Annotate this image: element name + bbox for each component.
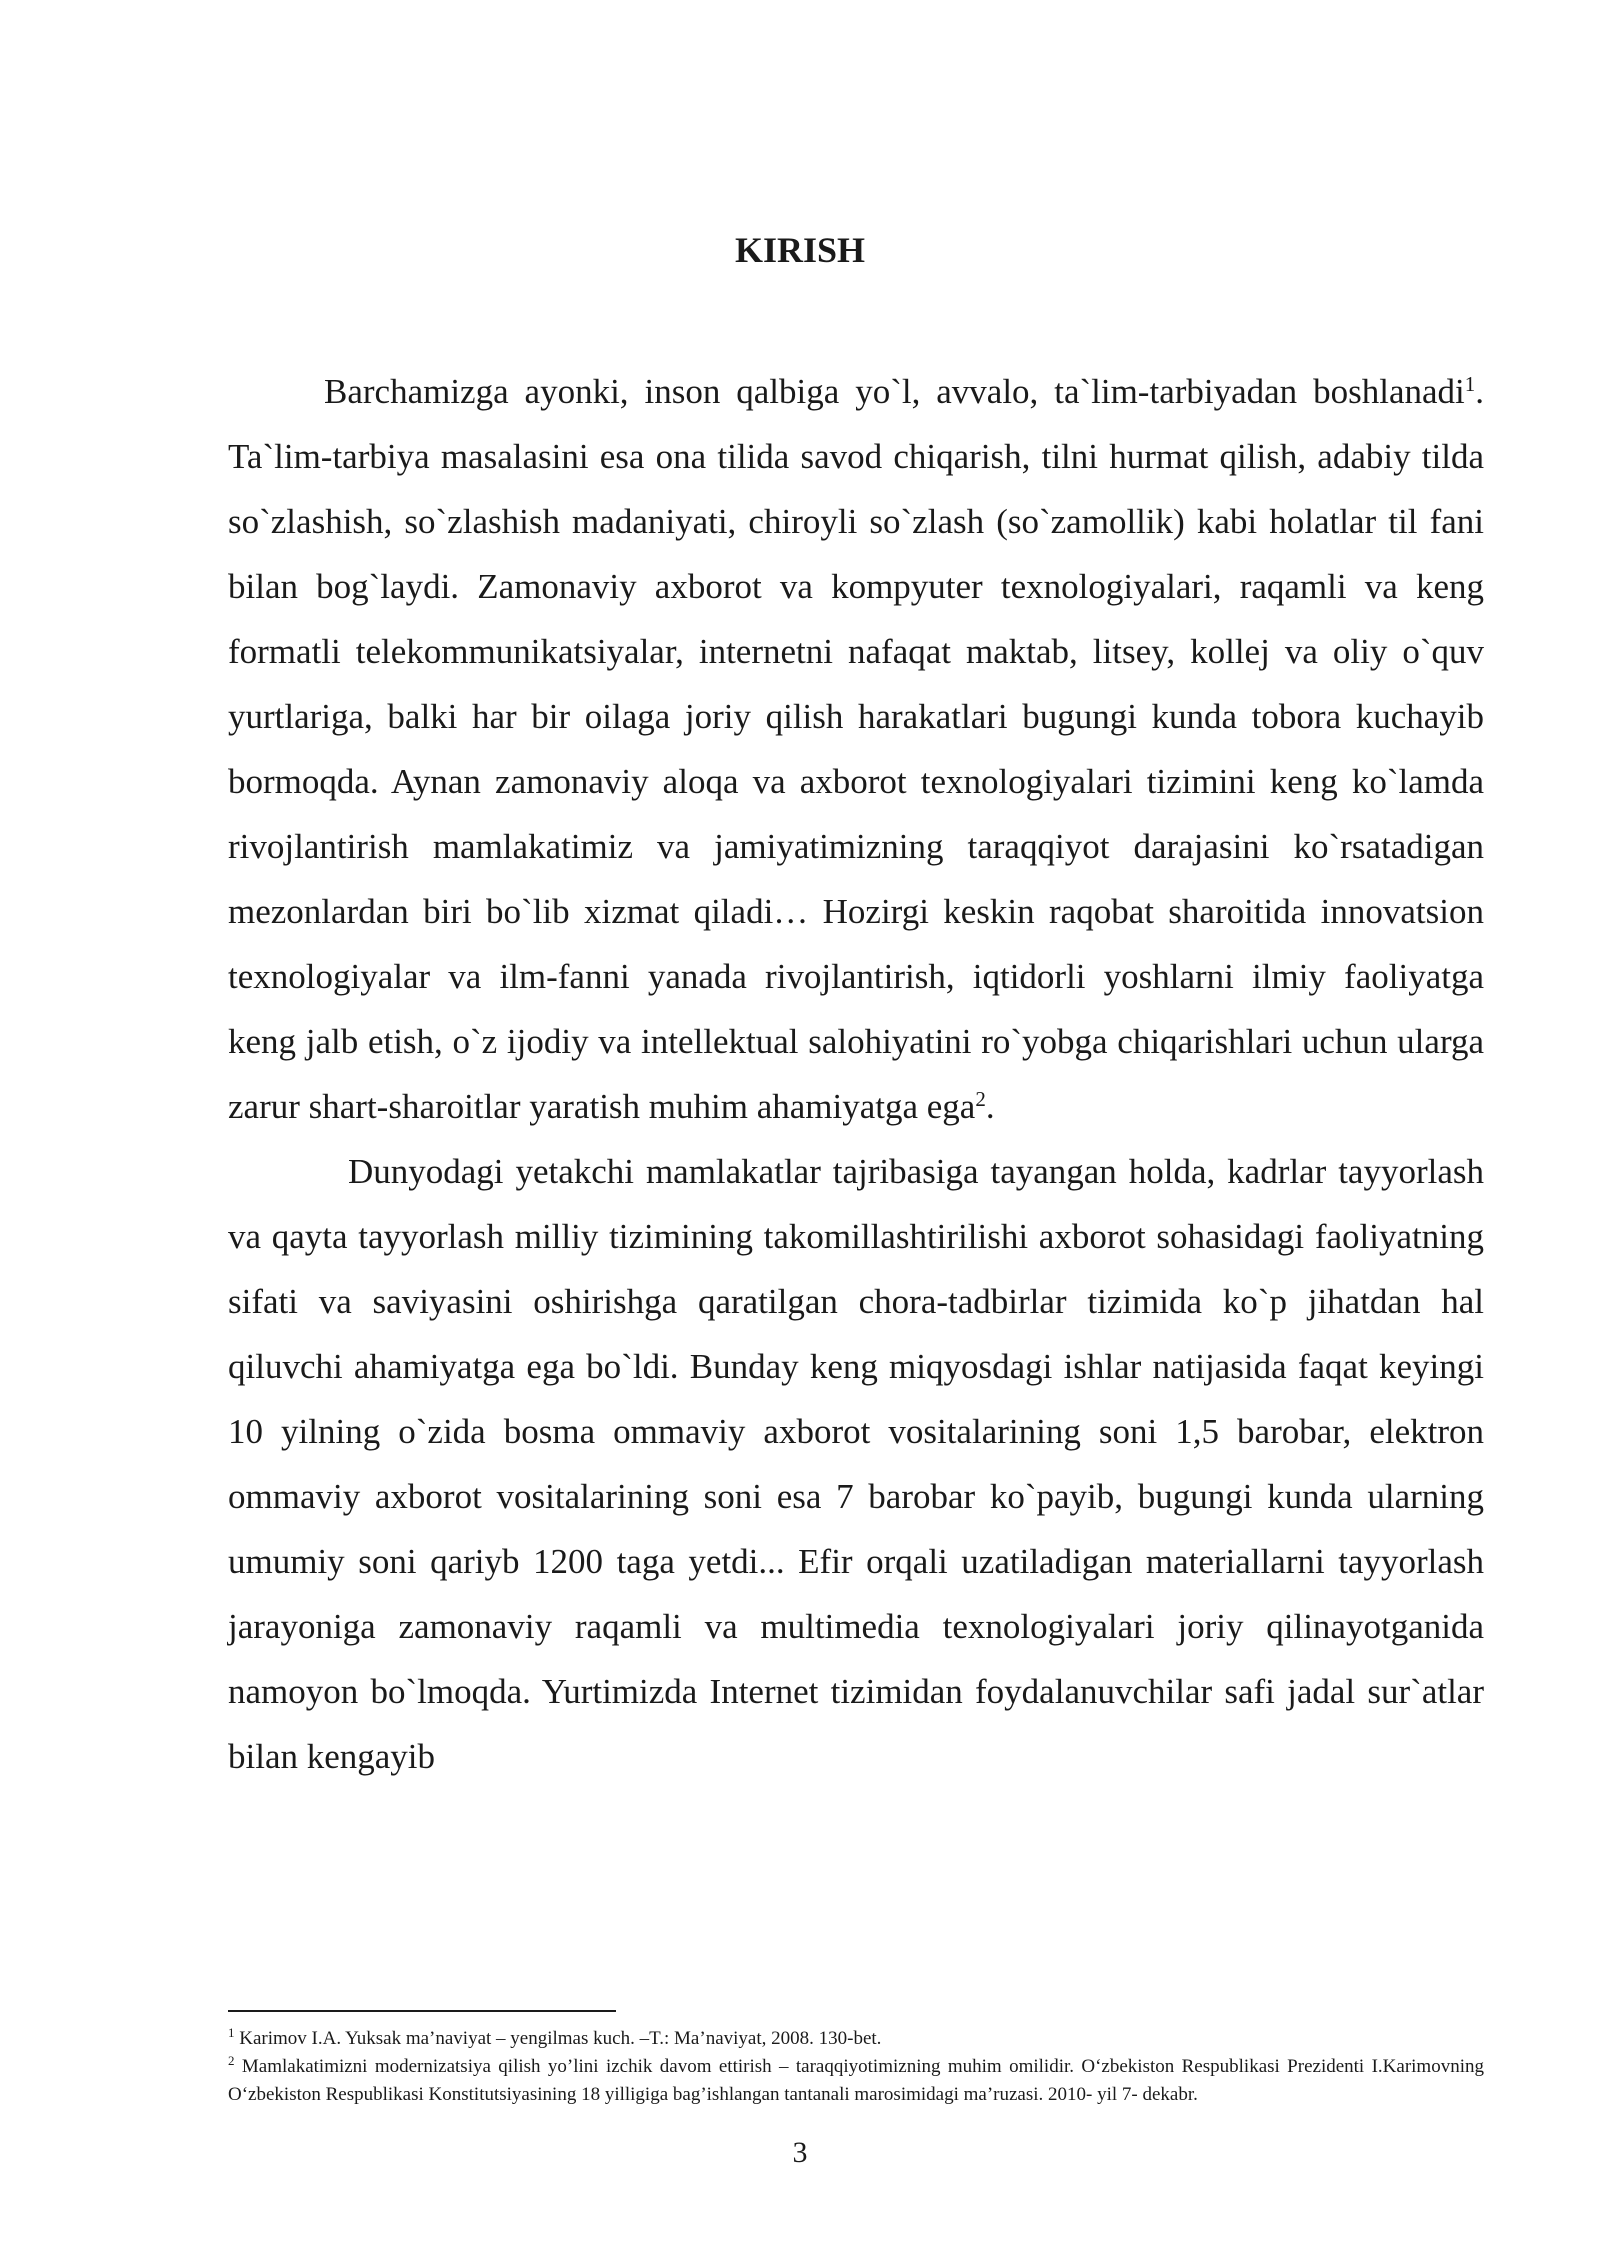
footnote-2-text: Mamlakatimizni modernizatsiya qilish yo’lini izchik davom ettirish – taraqqiyotimizning muhim omilidir. O‘zbekiston Respublikasi Prezidenti I.Karimovning O‘zbekiston Respublikasi Konstitutsiyasining 18 yilligiga bag’ishlangan tantanali marosimidagi ma’ruzasi. 2010- yil 7- dekabr. [228, 2056, 1484, 2105]
footnote-ref-2: 2 [975, 1087, 986, 1111]
section-title: KIRISH [734, 230, 866, 270]
paragraph-1-text-a: Barchamizga ayonki, inson qalbiga yo`l, avvalo, ta`lim-tarbiyadan boshlanadi [324, 372, 1465, 411]
footnote-2-mark: 2 [228, 2053, 235, 2068]
footnote-ref-1: 1 [1464, 372, 1476, 396]
page-number: 3 [792, 2136, 808, 2169]
paragraph-1 [228, 359, 1484, 1139]
footnote-2 [228, 2053, 1484, 2109]
footnote-1-mark: 1 [228, 2025, 235, 2040]
footnotes [228, 2025, 1484, 2109]
paragraph-1-text-c: . [985, 1087, 995, 1126]
footnote-1 [228, 2025, 1484, 2053]
footnote-1-text: Karimov I.A. Yuksak ma’naviyat – yengilmas kuch. –T.: Ma’naviyat, 2008. 130-bet. [234, 2028, 882, 2049]
paragraph-1-text-b: . Ta`lim-tarbiya masalasini esa ona tilida savod chiqarish, tilni hurmat qilish, adabiy tilda so`zlashish, so`zlashish madaniyati, chiroyli so`zlash (so`zamollik) kabi holatlar til fani bilan bog`laydi. Zamonaviy axborot va kompyuter texnologiyalari, raqamli va keng formatli telekommunikatsiyalar, internetni nafaqat maktab, litsey, kollej va oliy o`quv yurtlariga, balki har bir oilaga joriy qilish harakatlari bugungi kunda tobora kuchayib bormoqda. Aynan zamonaviy aloqa va axborot texnologiyalari tizimini keng ko`lamda rivojlantirish mamlakatimiz va jamiyatimizning taraqqiyot darajasini ko`rsatadigan mezonlardan biri bo`lib xizmat qiladi… Hozirgi keskin raqobat sharoitida innovatsion texnologiyalar va ilm-fanni yanada rivojlantirish, iqtidorli yoshlarni ilmiy faoliyatga keng jalb etish, o`z ijodiy va intellektual salohiyatini ro`yobga chiqarishlari uchun ularga zarur shart-sharoitlar yaratish muhim ahamiyatga ega [228, 372, 1484, 1126]
footnote-separator [228, 2010, 616, 2012]
body-text [228, 359, 1484, 1789]
paragraph-2: Dunyodagi yetakchi mamlakatlar tajribasiga tayangan holda, kadrlar tayyorlash va qayta tayyorlash milliy tizimining takomillashtirilishi axborot sohasidagi faoliyatning sifati va saviyasini oshirishga qaratilgan chora-tadbirlar tizimida ko`p jihatdan hal qiluvchi ahamiyatga ega bo`ldi. Bunday keng miqyosdagi ishlar natijasida faqat keyingi 10 yilning o`zida bosma ommaviy axborot vositalarining soni 1,5 barobar, elektron ommaviy axborot vositalarining soni esa 7 barobar ko`payib, bugungi kunda ularning umumiy soni qariyb 1200 taga yetdi... Efir orqali uzatiladigan materiallarni tayyorlash jarayoniga zamonaviy raqamli va multimedia texnologiyalari joriy qilinayotganida namoyon bo`lmoqda. Yurtimizda Internet tizimidan foydalanuvchilar safi jadal sur`atlar bilan kengayib [228, 1152, 1484, 1776]
